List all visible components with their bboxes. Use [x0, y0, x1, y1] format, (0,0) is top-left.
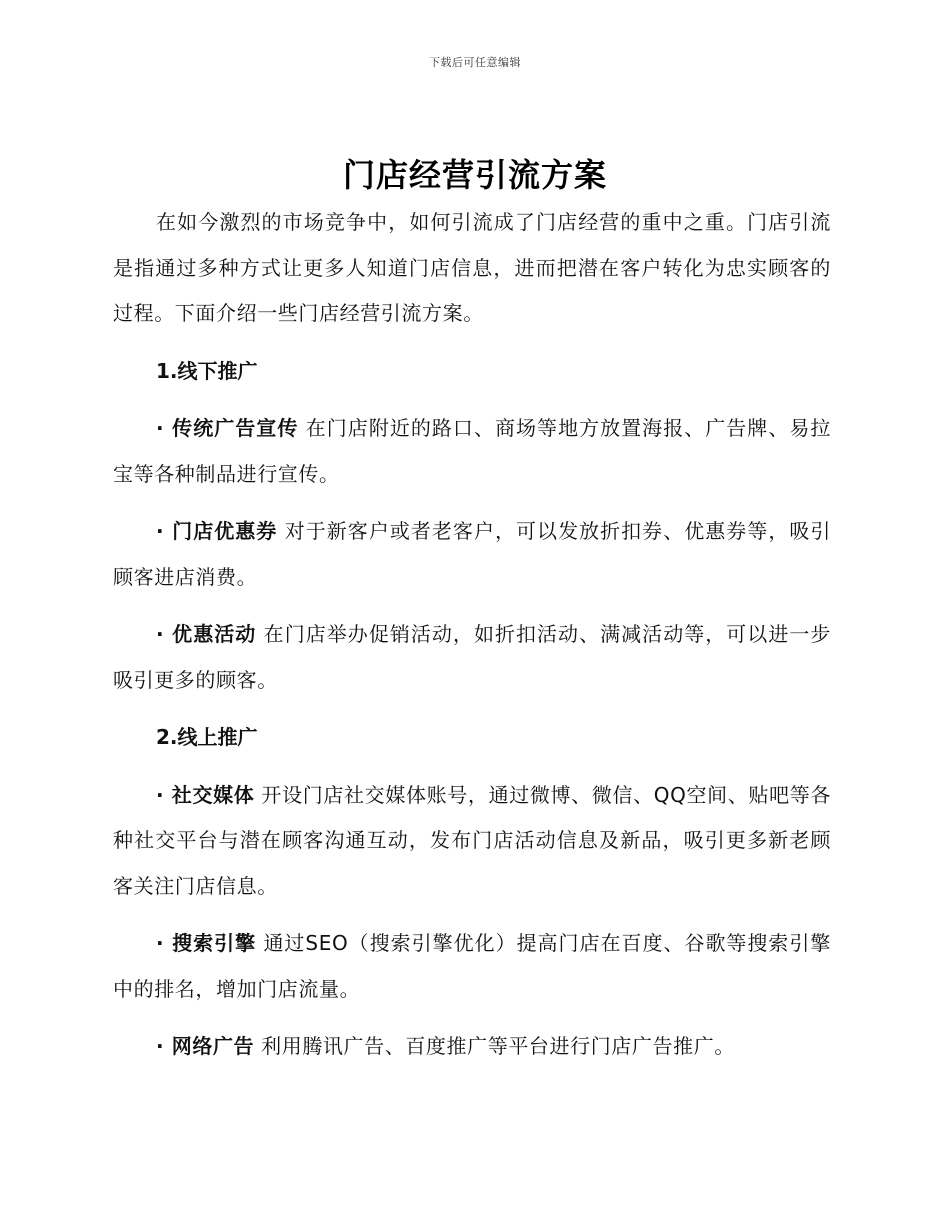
item-term: · 搜索引擎 — [156, 931, 257, 955]
section-heading-offline: 1.线下推广 — [156, 358, 258, 383]
section-heading-online: 2.线上推广 — [156, 725, 258, 749]
list-item — [113, 509, 831, 600]
item-text: 对于新客户或者老客户，可以发放折扣券、优惠券等，吸引顾客进店消费。 — [113, 519, 831, 589]
header-note: 下载后可任意编辑 — [429, 56, 521, 69]
item-term: · 优惠活动 — [156, 622, 257, 646]
document-body — [113, 200, 831, 1082]
list-item — [113, 612, 831, 703]
list-item — [113, 406, 831, 497]
item-term: · 门店优惠券 — [156, 519, 278, 543]
list-item — [113, 1024, 831, 1070]
item-text: 在门店附近的路口、商场等地方放置海报、广告牌、易拉宝等各种制品进行宣传。 — [113, 416, 831, 486]
list-item — [113, 921, 831, 1012]
intro-paragraph: 在如今激烈的市场竞争中，如何引流成了门店经营的重中之重。门店引流是指通过多种方式让更多人知道门店信息，进而把潜在客户转化为忠实顾客的过程。下面介绍一些门店经营引流方案。 — [113, 210, 831, 325]
item-text: 开设门店社交媒体账号，通过微博、微信、QQ空间、贴吧等各种社交平台与潜在顾客沟通互动，发布门店活动信息及新品，吸引更多新老顾客关注门店信息。 — [113, 782, 831, 898]
item-term: · 网络广告 — [156, 1034, 255, 1058]
item-text: 利用腾讯广告、百度推广等平台进行门店广告推广。 — [254, 1034, 735, 1058]
item-text: 在门店举办促销活动，如折扣活动、满减活动等，可以进一步吸引更多的顾客。 — [113, 622, 831, 692]
item-term: · 传统广告宣传 — [156, 416, 299, 440]
item-term: · 社交媒体 — [156, 782, 255, 807]
page-title: 门店经营引流方案 — [342, 156, 607, 194]
item-text: 通过SEO（搜索引擎优化）提高门店在百度、谷歌等搜索引擎中的排名，增加门店流量。 — [113, 931, 831, 1001]
list-item — [113, 773, 831, 910]
